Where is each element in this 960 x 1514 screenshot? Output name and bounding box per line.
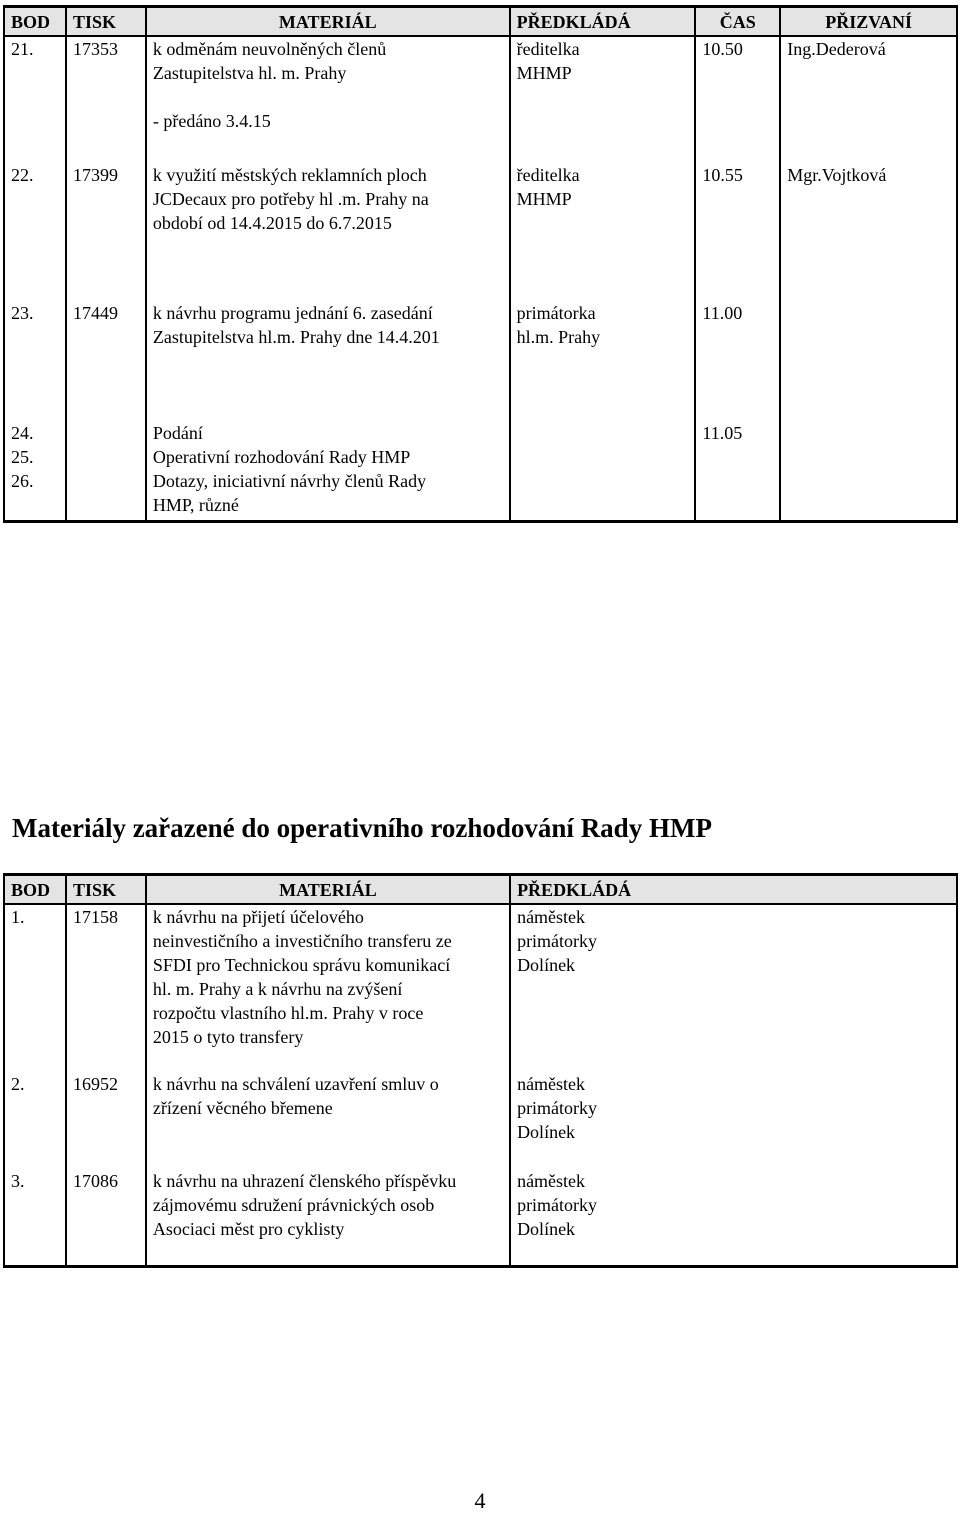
cell-material: k odměnám neuvolněných členů Zastupitelstva hl. m. Prahy - předáno 3.4.15 bbox=[146, 36, 510, 163]
table-row bbox=[4, 36, 957, 163]
table-row bbox=[4, 163, 957, 301]
cell-bod: 3. bbox=[4, 1169, 66, 1266]
cell-bod: 21. bbox=[4, 36, 66, 163]
cell-predklada: náměstek primátorky Dolínek bbox=[510, 1169, 957, 1266]
table-row bbox=[4, 469, 957, 521]
table-row bbox=[4, 421, 957, 445]
agenda-header-row bbox=[4, 7, 957, 37]
header-material: MATERIÁL bbox=[146, 875, 510, 905]
operative-materials-table bbox=[3, 873, 958, 1268]
cell-cas: 11.05 bbox=[695, 421, 780, 445]
table-row bbox=[4, 301, 957, 421]
cell-prizvani bbox=[780, 421, 957, 445]
cell-bod: 24. bbox=[4, 421, 66, 445]
cell-prizvani: Mgr.Vojtková bbox=[780, 163, 957, 301]
cell-bod: 22. bbox=[4, 163, 66, 301]
agenda-table bbox=[3, 5, 958, 523]
cell-material: k návrhu na schválení uzavření smluv o zřízení věcného břemene bbox=[146, 1072, 510, 1169]
cell-material: Podání bbox=[146, 421, 510, 445]
table-row bbox=[4, 1072, 957, 1169]
header-tisk: TISK bbox=[66, 875, 146, 905]
cell-cas bbox=[695, 445, 780, 469]
cell-tisk bbox=[66, 421, 146, 445]
cell-predklada: náměstek primátorky Dolínek bbox=[510, 904, 957, 1072]
page-number: 4 bbox=[474, 1488, 486, 1513]
cell-prizvani: Ing.Dederová bbox=[780, 36, 957, 163]
cell-predklada: primátorka hl.m. Prahy bbox=[510, 301, 696, 421]
table-row bbox=[4, 1169, 957, 1266]
header-predklada: PŘEDKLÁDÁ bbox=[510, 7, 696, 37]
cell-bod: 2. bbox=[4, 1072, 66, 1169]
table-row bbox=[4, 445, 957, 469]
cell-tisk: 16952 bbox=[66, 1072, 146, 1169]
cell-predklada bbox=[510, 421, 696, 445]
cell-material: k návrhu na uhrazení členského příspěvku zájmovému sdružení právnických osob Asociaci měst pro cyklisty bbox=[146, 1169, 510, 1266]
cell-material: Dotazy, iniciativní návrhy členů Rady HMP, různé bbox=[146, 469, 510, 521]
header-cas: ČAS bbox=[695, 7, 780, 37]
cell-prizvani bbox=[780, 301, 957, 421]
header-predklada: PŘEDKLÁDÁ bbox=[510, 875, 957, 905]
cell-predklada bbox=[510, 469, 696, 521]
cell-material: k návrhu programu jednání 6. zasedání Zastupitelstva hl.m. Prahy dne 14.4.201 bbox=[146, 301, 510, 421]
cell-tisk: 17449 bbox=[66, 301, 146, 421]
cell-prizvani bbox=[780, 445, 957, 469]
cell-tisk: 17399 bbox=[66, 163, 146, 301]
cell-bod: 1. bbox=[4, 904, 66, 1072]
cell-cas: 11.00 bbox=[695, 301, 780, 421]
cell-tisk bbox=[66, 445, 146, 469]
cell-material: Operativní rozhodování Rady HMP bbox=[146, 445, 510, 469]
header-prizvani: PŘIZVANÍ bbox=[780, 7, 957, 37]
section-title: Materiály zařazené do operativního rozhodování Rady HMP bbox=[12, 813, 712, 843]
cell-predklada: ředitelka MHMP bbox=[510, 36, 696, 163]
header-tisk: TISK bbox=[66, 7, 146, 37]
header-bod: BOD bbox=[4, 7, 66, 37]
cell-bod: 26. bbox=[4, 469, 66, 521]
cell-tisk: 17086 bbox=[66, 1169, 146, 1266]
cell-material: k návrhu na přijetí účelového neinvestičního a investičního transferu ze SFDI pro Technickou správu komunikací hl. m. Prahy a k návrhu na zvýšení rozpočtu vlastního hl.m. Prahy v roce 2015 o tyto transfery bbox=[146, 904, 510, 1072]
table-row bbox=[4, 904, 957, 1072]
header-material: MATERIÁL bbox=[146, 7, 510, 37]
cell-cas: 10.50 bbox=[695, 36, 780, 163]
cell-predklada: ředitelka MHMP bbox=[510, 163, 696, 301]
cell-tisk bbox=[66, 469, 146, 521]
cell-prizvani bbox=[780, 469, 957, 521]
cell-bod: 25. bbox=[4, 445, 66, 469]
cell-predklada: náměstek primátorky Dolínek bbox=[510, 1072, 957, 1169]
cell-tisk: 17353 bbox=[66, 36, 146, 163]
cell-cas bbox=[695, 469, 780, 521]
cell-bod: 23. bbox=[4, 301, 66, 421]
cell-tisk: 17158 bbox=[66, 904, 146, 1072]
cell-predklada bbox=[510, 445, 696, 469]
cell-material: k využití městských reklamních ploch JCDecaux pro potřeby hl .m. Prahy na období od 14.4.2015 do 6.7.2015 bbox=[146, 163, 510, 301]
operative-header-row bbox=[4, 875, 957, 905]
header-bod: BOD bbox=[4, 875, 66, 905]
cell-cas: 10.55 bbox=[695, 163, 780, 301]
